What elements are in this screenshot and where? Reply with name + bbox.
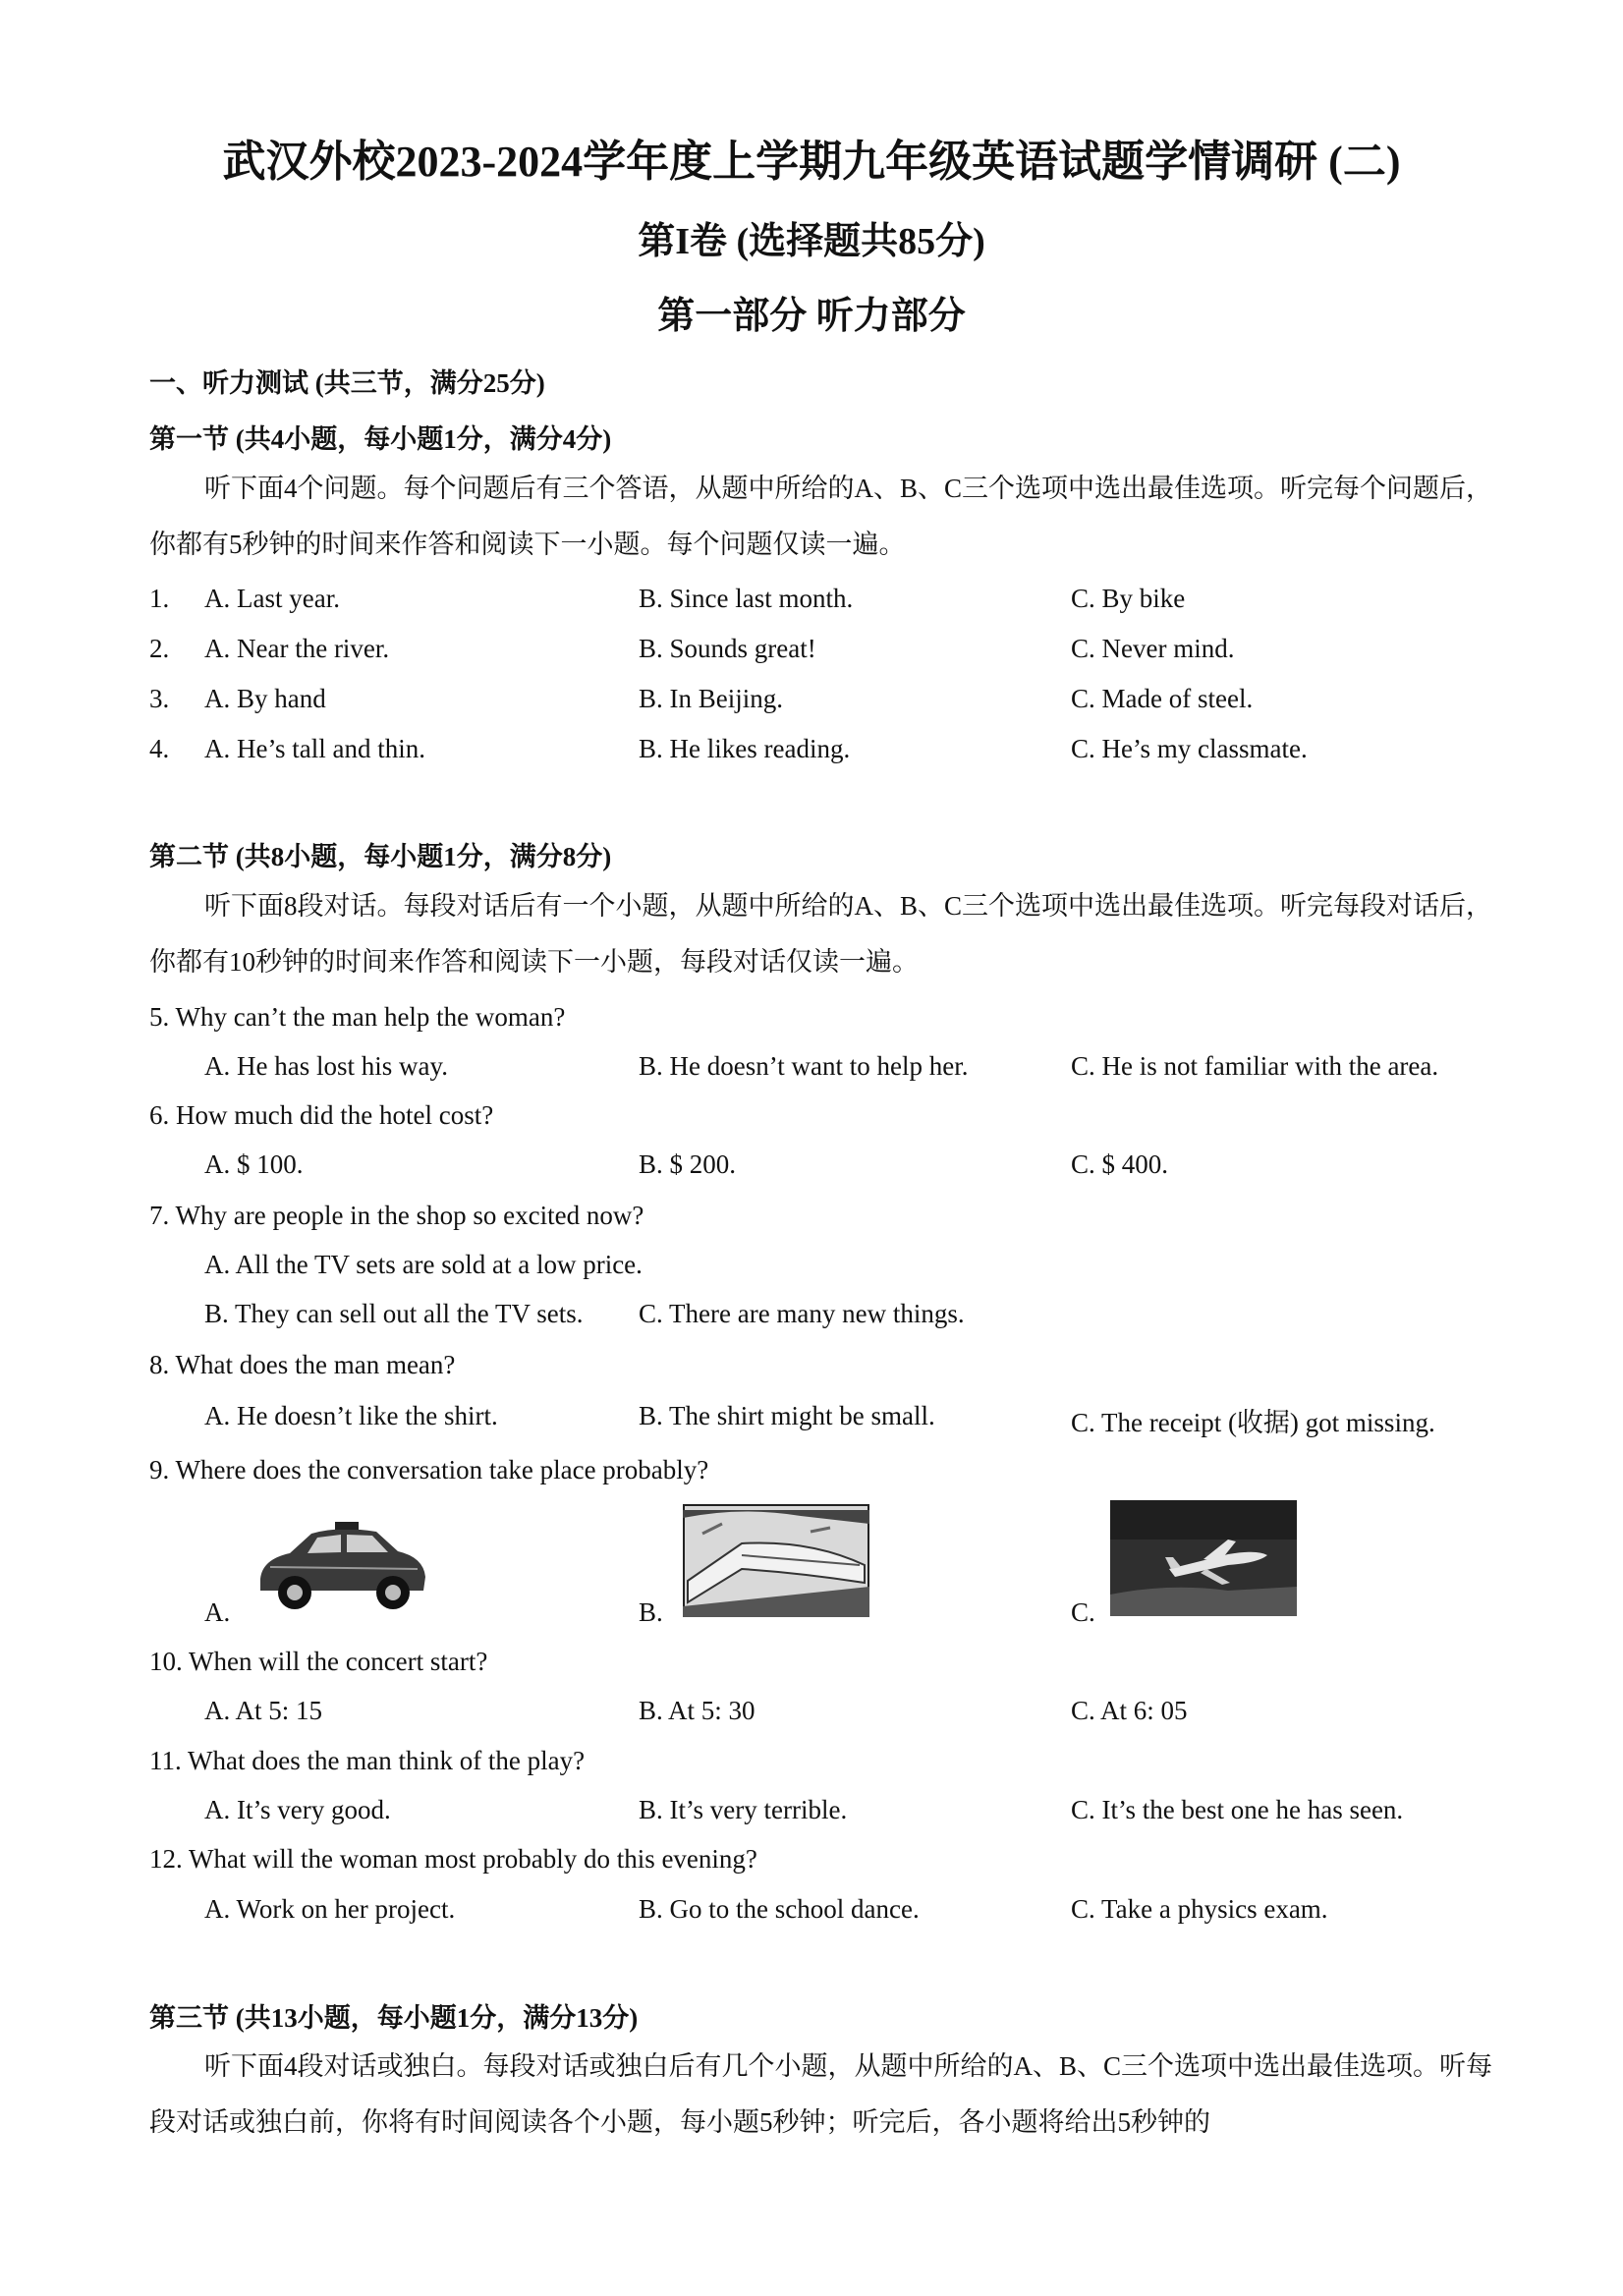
question-12: 12. What will the woman most probably do this evening? <box>149 1844 757 1874</box>
section1-heading: 第一节 (共4小题，每小题1分，满分4分) <box>149 424 612 454</box>
section-main-heading: 一、听力测试 (共三节，满分25分) <box>149 368 545 398</box>
option-b: B. $ 200. <box>639 1149 737 1179</box>
option-a: A. Work on her project. <box>204 1894 456 1924</box>
volume-title: 第I卷 (选择题共85分) <box>638 221 985 262</box>
question-number: 3. <box>149 684 170 713</box>
option-c: C. Made of steel. <box>1071 684 1254 713</box>
question-6: 6. How much did the hotel cost? <box>149 1100 494 1130</box>
section3-heading: 第三节 (共13小题，每小题1分，满分13分) <box>149 2003 639 2033</box>
section2-instructions: 听下面8段对话。每段对话后有一个小题，从题中所给的A、B、C三个选项中选出最佳选项。听完每段对话后，你都有10秒钟的时间来作答和阅读下一小题，每段对话仅读一遍。 <box>149 891 1493 977</box>
option-b: B. Since last month. <box>639 584 854 613</box>
question-7: 7. Why are people in the shop so excited now? <box>149 1201 644 1230</box>
option-b: B. They can sell out all the TV sets. <box>204 1299 584 1328</box>
question-number: 1. <box>149 584 170 613</box>
train-image <box>683 1504 869 1617</box>
exam-title: 武汉外校2023-2024学年度上学期九年级英语试题学情调研 (二) <box>222 138 1401 186</box>
option-a: A. $ 100. <box>204 1149 304 1179</box>
question-number: 2. <box>149 634 170 663</box>
question-5: 5. Why can’t the man help the woman? <box>149 1002 566 1032</box>
option-b: B. The shirt might be small. <box>639 1401 935 1430</box>
option-b: B. In Beijing. <box>639 684 783 713</box>
section1-instructions: 听下面4个问题。每个问题后有三个答语，从题中所给的A、B、C三个选项中选出最佳选项。听完每个问题后，你都有5秒钟的时间来作答和阅读下一小题。每个问题仅读一遍。 <box>149 474 1493 559</box>
option-c: C. <box>1071 1597 1095 1627</box>
option-c: C. Never mind. <box>1071 634 1235 663</box>
taxi-image <box>251 1508 432 1616</box>
section2-heading: 第二节 (共8小题，每小题1分，满分8分) <box>149 842 612 871</box>
option-a: A. He has lost his way. <box>204 1051 448 1081</box>
option-b: B. He likes reading. <box>639 734 851 763</box>
option-b: B. <box>639 1597 663 1627</box>
option-c: C. At 6: 05 <box>1071 1696 1188 1725</box>
option-a: A. At 5: 15 <box>204 1696 323 1725</box>
option-b: B. Go to the school dance. <box>639 1894 920 1924</box>
option-b: B. He doesn’t want to help her. <box>639 1051 969 1081</box>
option-a: A. He doesn’t like the shirt. <box>204 1401 498 1430</box>
option-c: C. The receipt (收据) got missing. <box>1071 1408 1435 1437</box>
option-a: A. Near the river. <box>204 634 390 663</box>
option-c: C. He is not familiar with the area. <box>1071 1051 1439 1081</box>
question-8: 8. What does the man mean? <box>149 1350 456 1379</box>
option-c: C. There are many new things. <box>639 1299 965 1328</box>
question-10: 10. When will the concert start? <box>149 1647 488 1676</box>
question-9: 9. Where does the conversation take place probably? <box>149 1455 709 1484</box>
option-a: A. All the TV sets are sold at a low price. <box>204 1250 643 1279</box>
question-11: 11. What does the man think of the play? <box>149 1746 586 1775</box>
option-a: A. He’s tall and thin. <box>204 734 425 763</box>
option-a: A. <box>204 1597 231 1627</box>
option-b: B. It’s very terrible. <box>639 1795 848 1824</box>
option-a: A. Last year. <box>204 584 340 613</box>
part-title: 第一部分 听力部分 <box>657 296 966 337</box>
option-b: B. Sounds great! <box>639 634 816 663</box>
option-a: A. It’s very good. <box>204 1795 391 1824</box>
option-c: C. Take a physics exam. <box>1071 1894 1328 1924</box>
option-b: B. At 5: 30 <box>639 1696 756 1725</box>
question-number: 4. <box>149 734 170 763</box>
airplane-image <box>1110 1500 1297 1616</box>
section3-instructions: 听下面4段对话或独白。每段对话或独白后有几个小题，从题中所给的A、B、C三个选项中选出最佳选项。听每段对话或独白前，你将有时间阅读各个小题，每小题5秒钟；听完后，各小题将给出5秒钟的 <box>149 2051 1493 2137</box>
option-c: C. $ 400. <box>1071 1149 1169 1179</box>
option-a: A. By hand <box>204 684 326 713</box>
option-c: C. By bike <box>1071 584 1186 613</box>
option-c: C. He’s my classmate. <box>1071 734 1308 763</box>
option-c: C. It’s the best one he has seen. <box>1071 1795 1404 1824</box>
